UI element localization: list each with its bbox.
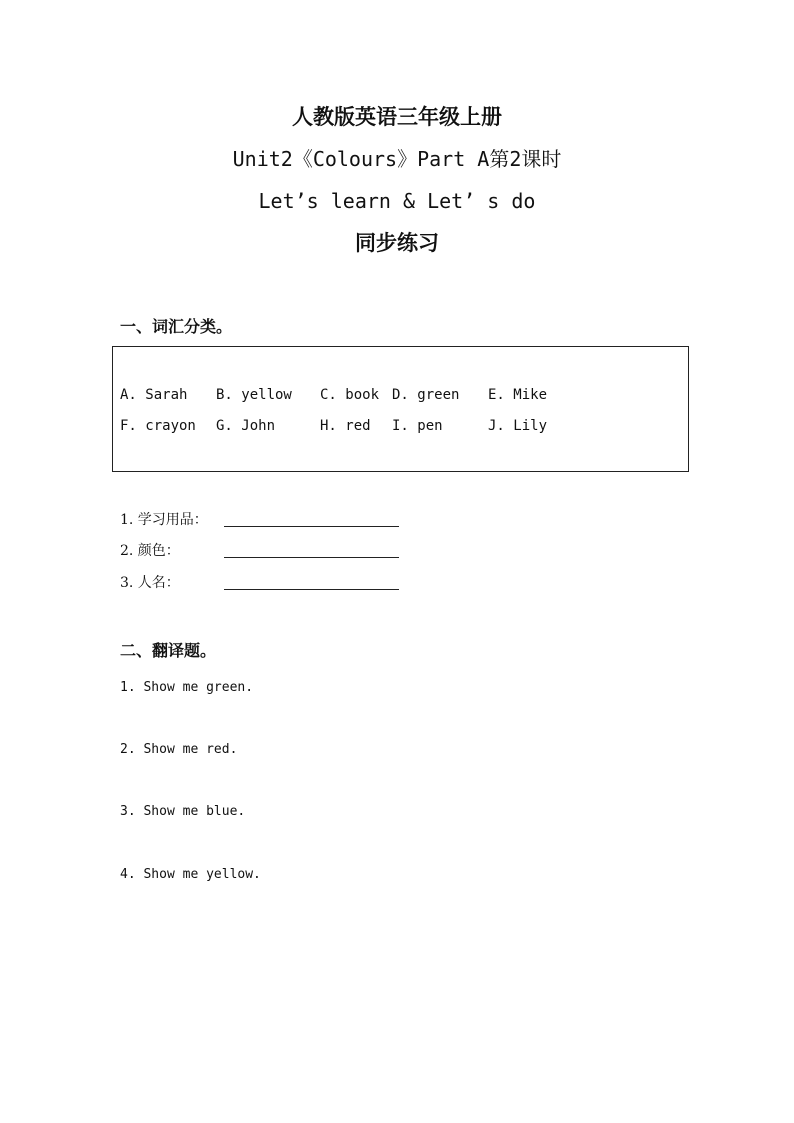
answer-blank[interactable] <box>224 557 399 558</box>
answer-blank[interactable] <box>224 589 399 590</box>
word-option: J. Lily <box>488 418 548 434</box>
answer-blank[interactable] <box>224 526 399 527</box>
word-option: F. crayon <box>120 418 196 434</box>
translation-item: 1. Show me green. <box>120 680 254 695</box>
unit-title: Unit2《Colours》Part A第2课时 <box>232 147 562 171</box>
word-option: D. green <box>392 387 460 403</box>
word-option: A. Sarah <box>120 387 188 403</box>
lesson-title: Let’s learn & Let’ s do <box>258 189 536 213</box>
word-option: H. red <box>320 418 371 434</box>
word-option: E. Mike <box>488 387 548 403</box>
word-option: C. book <box>320 387 380 403</box>
word-option: G. John <box>216 418 276 434</box>
translation-item: 4. Show me yellow. <box>120 867 261 882</box>
category-label: 3. 人名： <box>120 575 180 591</box>
exercise-title: 同步练习 <box>355 230 439 255</box>
worksheet-title: 人教版英语三年级上册 <box>292 104 502 129</box>
translation-item: 2. Show me red. <box>120 742 238 757</box>
category-label: 2. 颜色： <box>120 543 180 559</box>
word-option: B. yellow <box>216 387 292 403</box>
word-option: I. pen <box>392 418 443 434</box>
word-bank-box <box>112 346 689 472</box>
section-2-heading: 二、翻译题。 <box>120 641 217 660</box>
category-label: 1. 学习用品： <box>120 512 208 528</box>
section-1-heading: 一、词汇分类。 <box>120 317 233 336</box>
translation-item: 3. Show me blue. <box>120 804 246 819</box>
